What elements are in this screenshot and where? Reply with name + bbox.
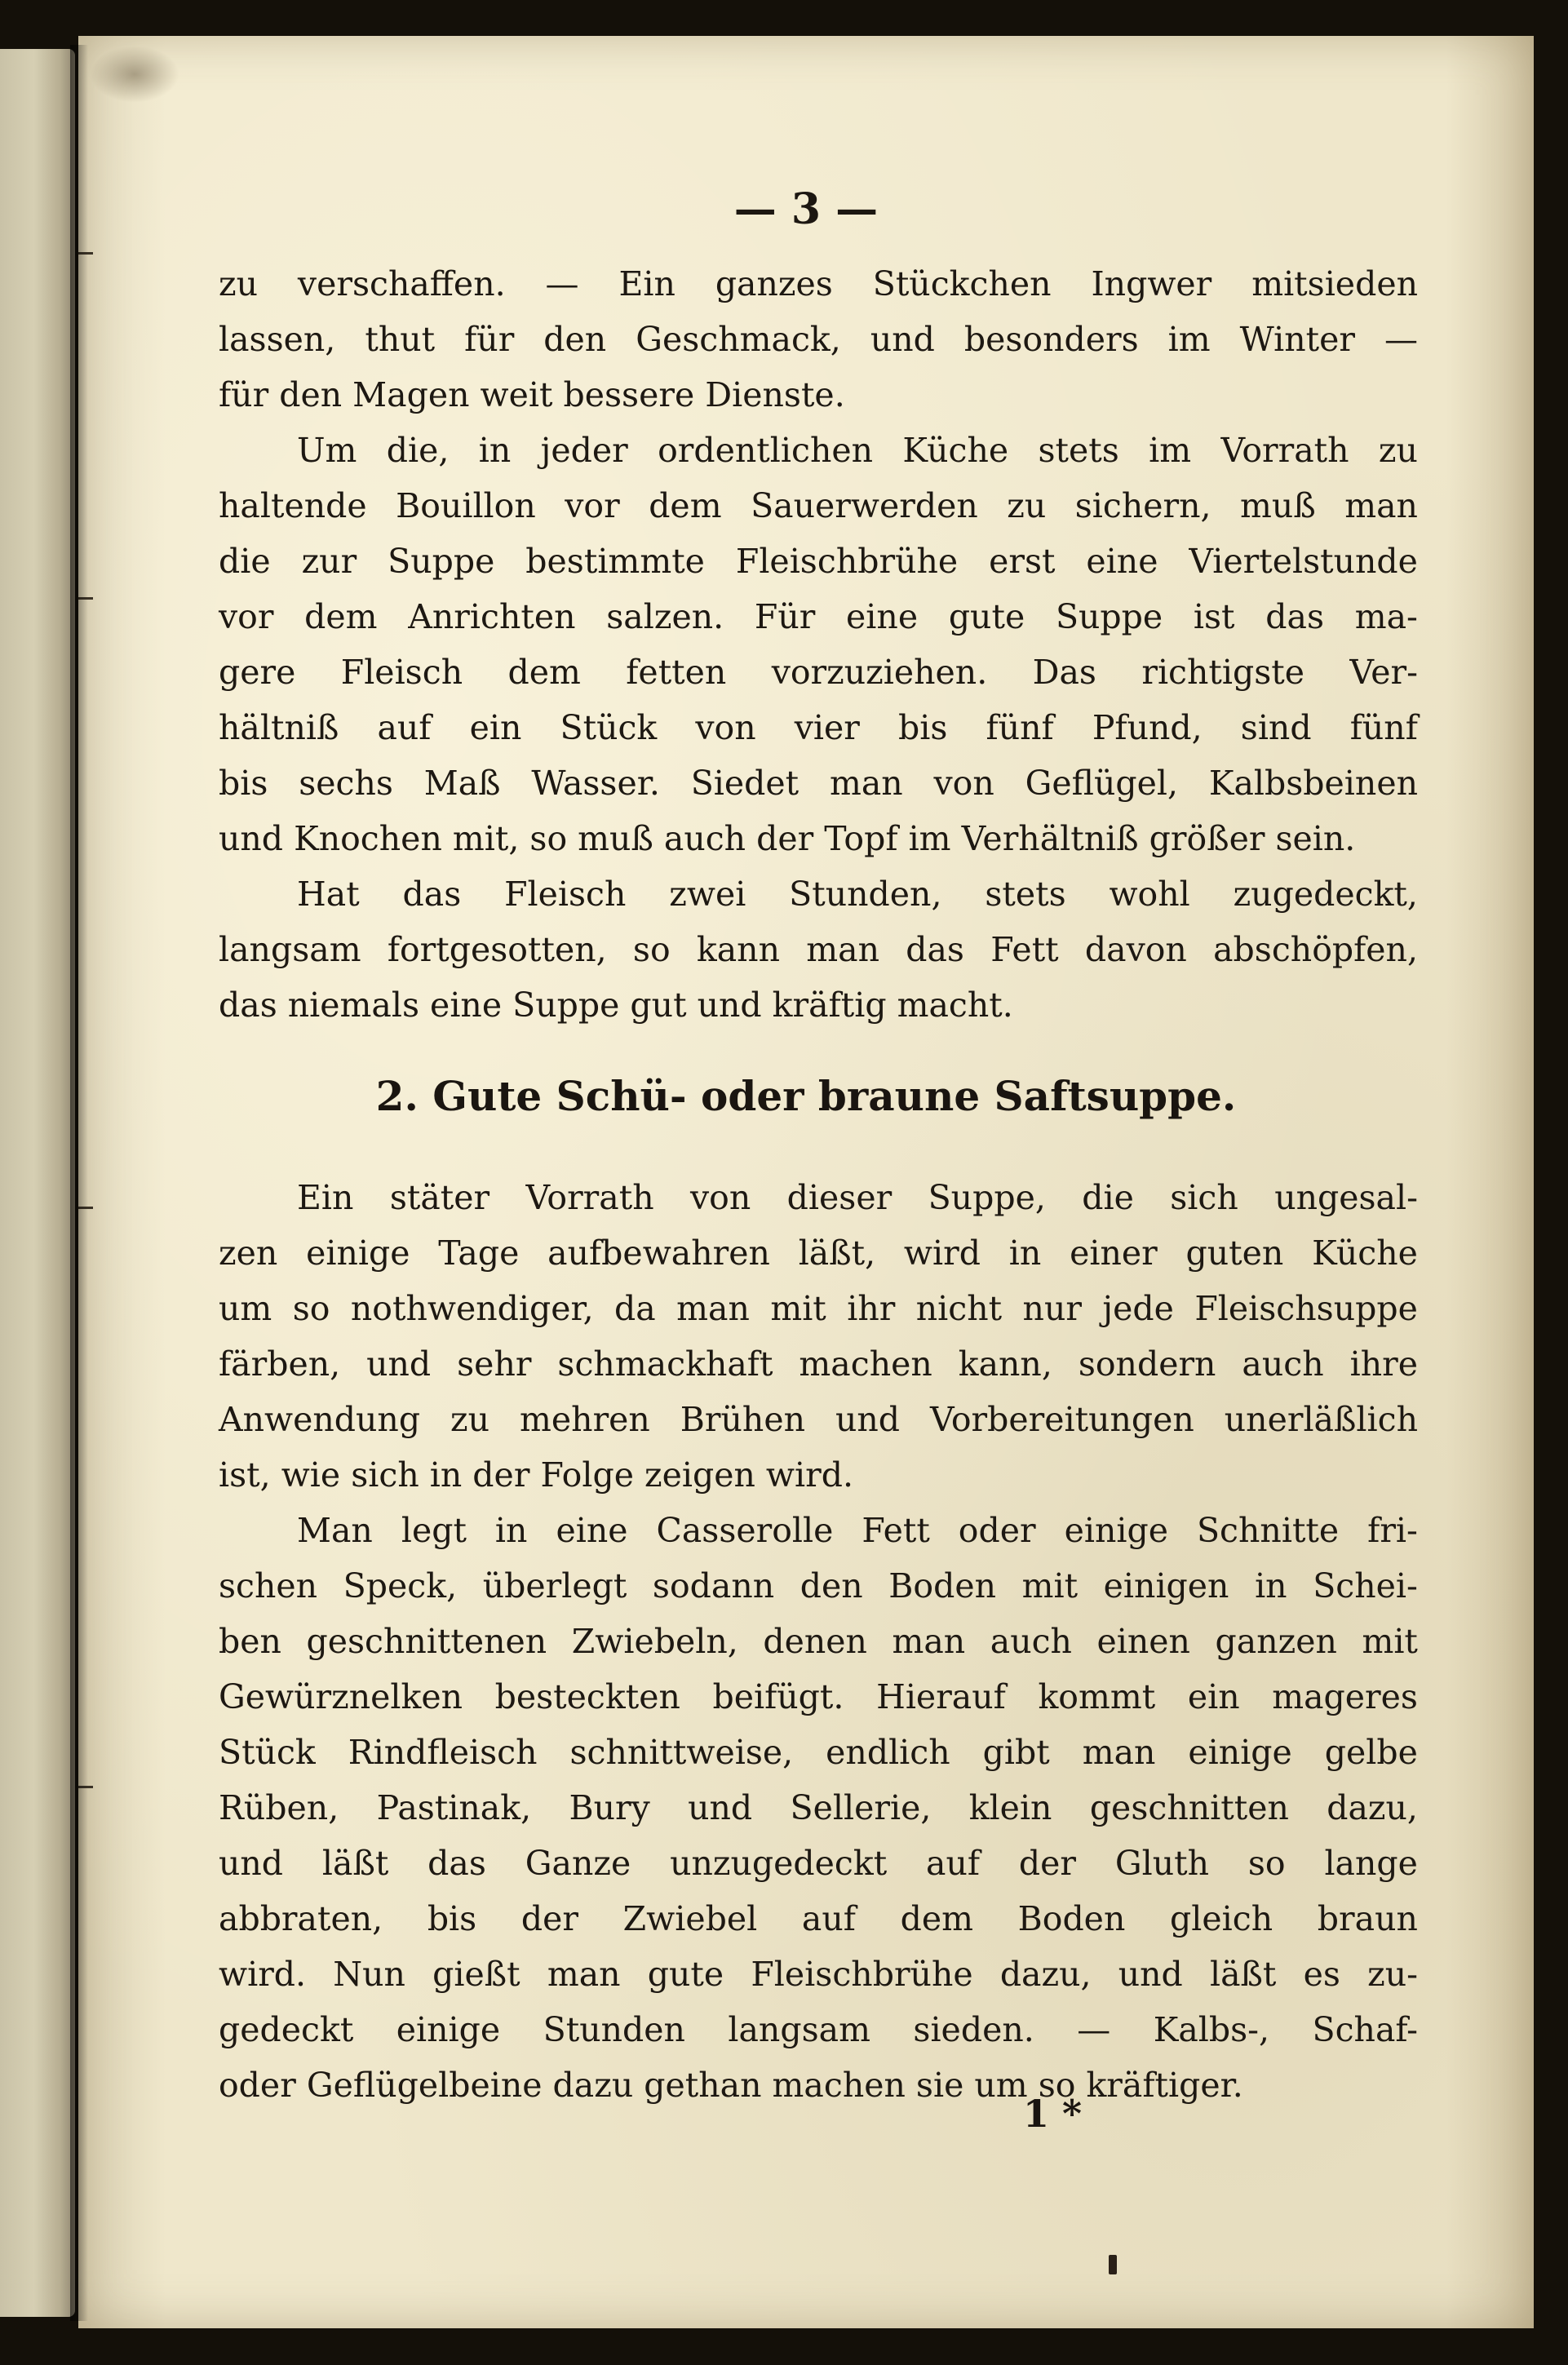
text-line: lassen, thut für den Geschmack, und besonders im Winter — — [219, 320, 1418, 359]
text-line: Ein stäter Vorrath von dieser Suppe, die sich ungesal- — [297, 1178, 1418, 1217]
section-heading: 2. Gute Schü- oder braune Saftsuppe. — [375, 1072, 1237, 1120]
paragraph-3 — [219, 866, 1418, 1033]
paragraph-2 — [219, 423, 1418, 866]
text-line: die zur Suppe bestimmte Fleischbrühe erst eine Viertelstunde — [219, 542, 1418, 581]
text-line: zu verschaffen. — Ein ganzes Stückchen Ingwer mitsieden — [219, 264, 1418, 303]
text-line: für den Magen weit bessere Dienste. — [219, 375, 845, 414]
ink-mark — [1109, 2255, 1117, 2274]
text-line: Man legt in eine Casserolle Fett oder einige Schnitte fri- — [297, 1511, 1418, 1550]
text-line: gedeckt einige Stunden langsam sieden. — Kalbs-, Schaf- — [219, 2010, 1418, 2049]
paragraph-4 — [219, 1170, 1418, 1503]
text-line: Gewürznelken besteckten beifügt. Hierauf kommt ein mageres — [219, 1677, 1418, 1716]
text-line: oder Geflügelbeine dazu gethan machen sie um so kräftiger. — [219, 2066, 1243, 2105]
book-page — [78, 36, 1534, 2328]
text-line: und läßt das Ganze unzugedeckt auf der Gluth so lange — [219, 1844, 1418, 1883]
gutter-shadow — [70, 45, 88, 2321]
text-line: hältniß auf ein Stück von vier bis fünf Pfund, sind fünf — [219, 708, 1418, 747]
text-line: um so nothwendiger, da man mit ihr nicht nur jede Fleischsuppe — [219, 1289, 1418, 1328]
text-line: und Knochen mit, so muß auch der Topf im Verhältniß größer sein. — [219, 819, 1356, 858]
text-line: abbraten, bis der Zwiebel auf dem Boden gleich braun — [219, 1899, 1418, 1938]
text-line: ist, wie sich in der Folge zeigen wird. — [219, 1455, 853, 1495]
text-line: bis sechs Maß Wasser. Siedet man von Geflügel, Kalbsbeinen — [219, 764, 1418, 803]
text-line: haltende Bouillon vor dem Sauerwerden zu sichern, muß man — [219, 486, 1418, 525]
text-line: ben geschnittenen Zwiebeln, denen man auch einen ganzen mit — [219, 1622, 1418, 1661]
text-line: gere Fleisch dem fetten vorzuziehen. Das richtigste Ver- — [219, 653, 1418, 692]
left-page-edge — [0, 49, 75, 2317]
page-number: — 3 — — [733, 184, 879, 234]
text-line: Um die, in jeder ordentlichen Küche stets im Vorrath zu — [297, 431, 1418, 470]
text-line: vor dem Anrichten salzen. Für eine gute Suppe ist das ma- — [219, 597, 1418, 636]
text-line: Anwendung zu mehren Brühen und Vorbereitungen unerläßlich — [219, 1400, 1418, 1439]
paragraph-1 — [219, 256, 1418, 423]
text-line: Rüben, Pastinak, Bury und Sellerie, klein geschnitten dazu, — [219, 1788, 1418, 1827]
text-line: Hat das Fleisch zwei Stunden, stets wohl zugedeckt, — [297, 875, 1418, 914]
text-line: langsam fortgesotten, so kann man das Fett davon abschöpfen, — [219, 930, 1418, 969]
text-line: zen einige Tage aufbewahren läßt, wird in einer guten Küche — [219, 1233, 1418, 1273]
page-stain — [90, 46, 179, 103]
text-line: das niemals eine Suppe gut und kräftig macht. — [219, 985, 1013, 1025]
paragraph-5 — [219, 1503, 1418, 2113]
signature-mark: 1 * — [1023, 2092, 1083, 2136]
text-line: färben, und sehr schmackhaft machen kann, sondern auch ihre — [219, 1344, 1418, 1384]
text-line: schen Speck, überlegt sodann den Boden mit einigen in Schei- — [219, 1566, 1418, 1605]
text-line: Stück Rindfleisch schnittweise, endlich gibt man einige gelbe — [219, 1733, 1418, 1772]
text-line: wird. Nun gießt man gute Fleischbrühe dazu, und läßt es zu- — [219, 1955, 1418, 1994]
